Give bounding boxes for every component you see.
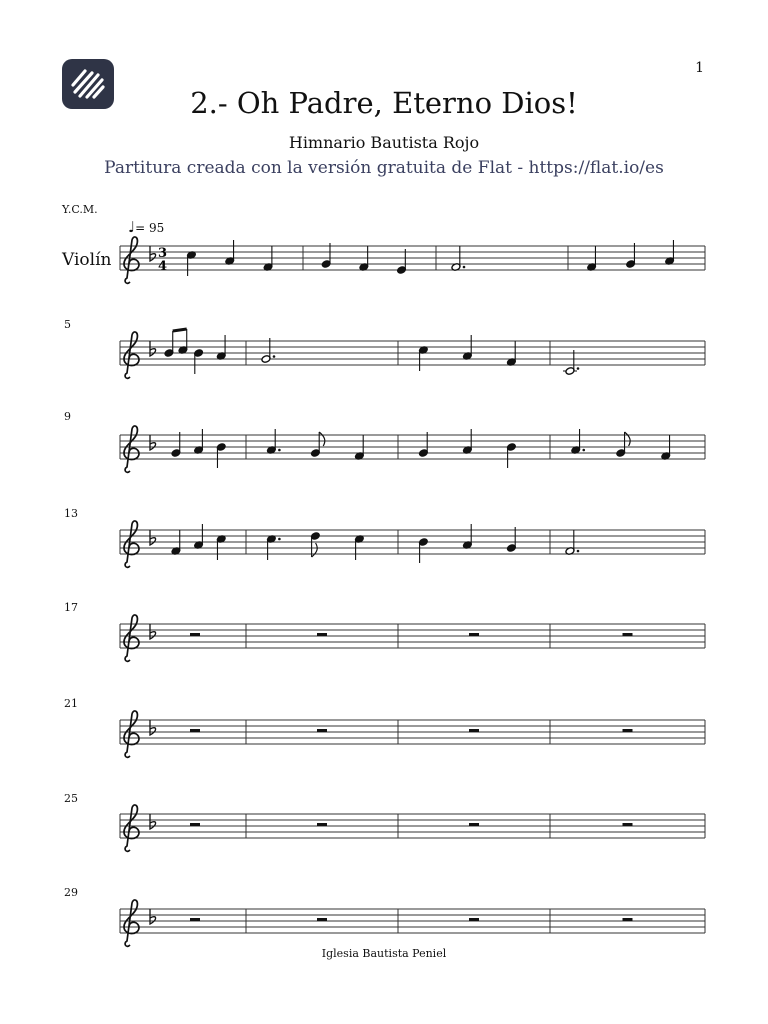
half-rest xyxy=(623,918,633,921)
half-rest xyxy=(623,633,633,636)
augmentation-dot xyxy=(278,538,281,541)
page-number: 1 xyxy=(695,60,704,76)
augmentation-dot xyxy=(577,367,580,370)
half-rest xyxy=(190,823,200,826)
subtitle: Himnario Bautista Rojo xyxy=(288,133,480,152)
eighth-flag xyxy=(625,432,631,446)
arranger: Y.C.M. xyxy=(62,203,98,216)
half-rest xyxy=(469,823,479,826)
half-rest xyxy=(190,918,200,921)
treble-clef-icon xyxy=(124,711,139,757)
half-rest xyxy=(623,823,633,826)
measure-number: 17 xyxy=(64,601,78,614)
key-signature-flat-icon xyxy=(150,341,156,356)
key-signature-flat-icon xyxy=(150,624,156,639)
eighth-flag xyxy=(319,432,325,446)
time-signature-numerator: 3 xyxy=(158,246,168,261)
instrument-name: Violín xyxy=(62,250,112,270)
half-rest xyxy=(317,729,327,732)
half-rest xyxy=(317,633,327,636)
treble-clef-icon xyxy=(124,237,139,283)
tempo-value: = 95 xyxy=(135,221,165,235)
key-signature-flat-icon xyxy=(150,246,156,261)
augmentation-dot xyxy=(273,355,276,358)
note-beam xyxy=(173,329,187,331)
measure-number: 9 xyxy=(64,410,71,423)
key-signature-flat-icon xyxy=(150,814,156,829)
quarter-note-icon: ♩ xyxy=(128,218,136,236)
measure-number: 13 xyxy=(64,507,78,520)
page-title: 2.- Oh Padre, Eterno Dios! xyxy=(190,86,578,120)
treble-clef-icon xyxy=(124,426,139,472)
augmentation-dot xyxy=(577,550,580,553)
treble-clef-icon xyxy=(124,615,139,661)
half-rest xyxy=(190,729,200,732)
footer: Iglesia Bautista Peniel xyxy=(321,947,447,960)
key-signature-flat-icon xyxy=(150,435,156,450)
key-signature-flat-icon xyxy=(150,530,156,545)
half-rest xyxy=(190,633,200,636)
half-rest xyxy=(469,729,479,732)
key-signature-flat-icon xyxy=(150,720,156,735)
half-rest xyxy=(469,633,479,636)
measure-number: 25 xyxy=(64,792,78,805)
augmentation-dot xyxy=(582,449,585,452)
treble-clef-icon xyxy=(124,900,139,946)
eighth-flag xyxy=(312,543,318,557)
measure-number: 5 xyxy=(64,318,71,331)
measure-number: 29 xyxy=(64,886,78,899)
augmentation-dot xyxy=(463,266,466,269)
flat-credit[interactable]: Partitura creada con la versión gratuita de Flat - https://flat.io/es xyxy=(104,158,664,178)
time-signature-denominator: 4 xyxy=(158,259,168,274)
treble-clef-icon xyxy=(124,805,139,851)
key-signature-flat-icon xyxy=(150,909,156,924)
half-rest xyxy=(317,823,327,826)
treble-clef-icon xyxy=(124,332,139,378)
half-rest xyxy=(469,918,479,921)
augmentation-dot xyxy=(278,449,281,452)
measure-number: 21 xyxy=(64,697,78,710)
treble-clef-icon xyxy=(124,521,139,567)
half-rest xyxy=(317,918,327,921)
half-rest xyxy=(623,729,633,732)
